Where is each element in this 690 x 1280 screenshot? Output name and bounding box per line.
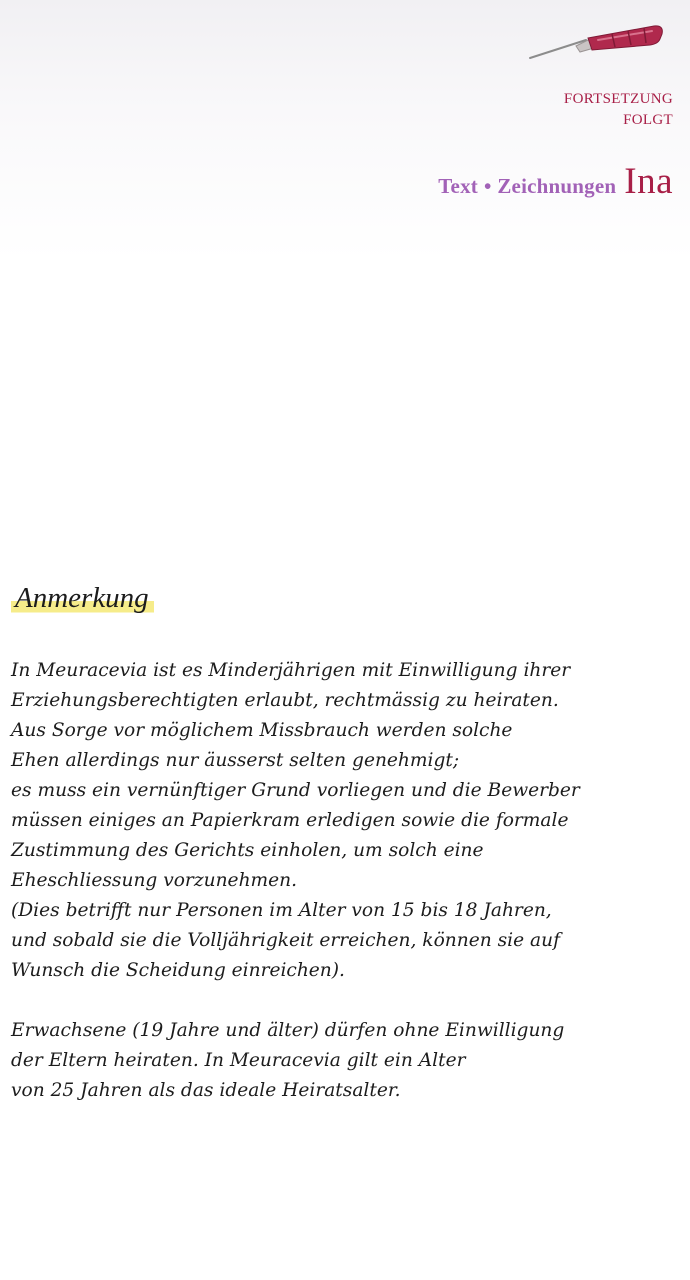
note-line: es muss ein vernünftiger Grund vorliegen und die Bewerber <box>11 780 580 801</box>
pen-icon <box>528 22 668 64</box>
note-line: Ehen allerdings nur äusserst selten genehmigt; <box>11 750 460 771</box>
credit-author: Ina <box>624 161 673 202</box>
note-body <box>11 656 679 1106</box>
note-line: Wunsch die Scheidung einreichen). <box>11 960 345 981</box>
note-line: Zustimmung des Gerichts einholen, um solch eine <box>11 840 484 861</box>
credit-separator: • <box>483 174 492 198</box>
note-line: Eheschliessung vorzunehmen. <box>11 870 298 891</box>
note-heading: Anmerkung <box>11 582 154 615</box>
note-line: In Meuracevia ist es Minderjährigen mit Einwilligung ihrer <box>11 660 571 681</box>
to-be-continued-line-2: FOLGT <box>623 112 673 128</box>
to-be-continued-line-1: FORTSETZUNG <box>563 91 673 107</box>
note-line: und sobald sie die Volljährigkeit erreichen, können sie auf <box>11 930 560 951</box>
credit-role-drawings: Zeichnungen <box>497 174 617 198</box>
note-line: Aus Sorge vor möglichem Missbrauch werden solche <box>11 720 513 741</box>
credits <box>438 160 673 203</box>
note-line: (Dies betrifft nur Personen im Alter von 15 bis 18 Jahren, <box>11 900 552 921</box>
note-line: Erwachsene (19 Jahre und älter) dürfen ohne Einwilligung <box>11 1020 565 1041</box>
note-line: müssen einiges an Papierkram erledigen sowie die formale <box>11 810 569 831</box>
paragraph-gap <box>11 986 679 1016</box>
to-be-continued <box>564 89 673 131</box>
note-line: Erziehungsberechtigten erlaubt, rechtmässig zu heiraten. <box>11 690 559 711</box>
note-line: von 25 Jahren als das ideale Heiratsalter. <box>11 1080 401 1101</box>
note-line: der Eltern heiraten. In Meuracevia gilt ein Alter <box>11 1050 466 1071</box>
credit-role-text: Text <box>438 174 478 198</box>
